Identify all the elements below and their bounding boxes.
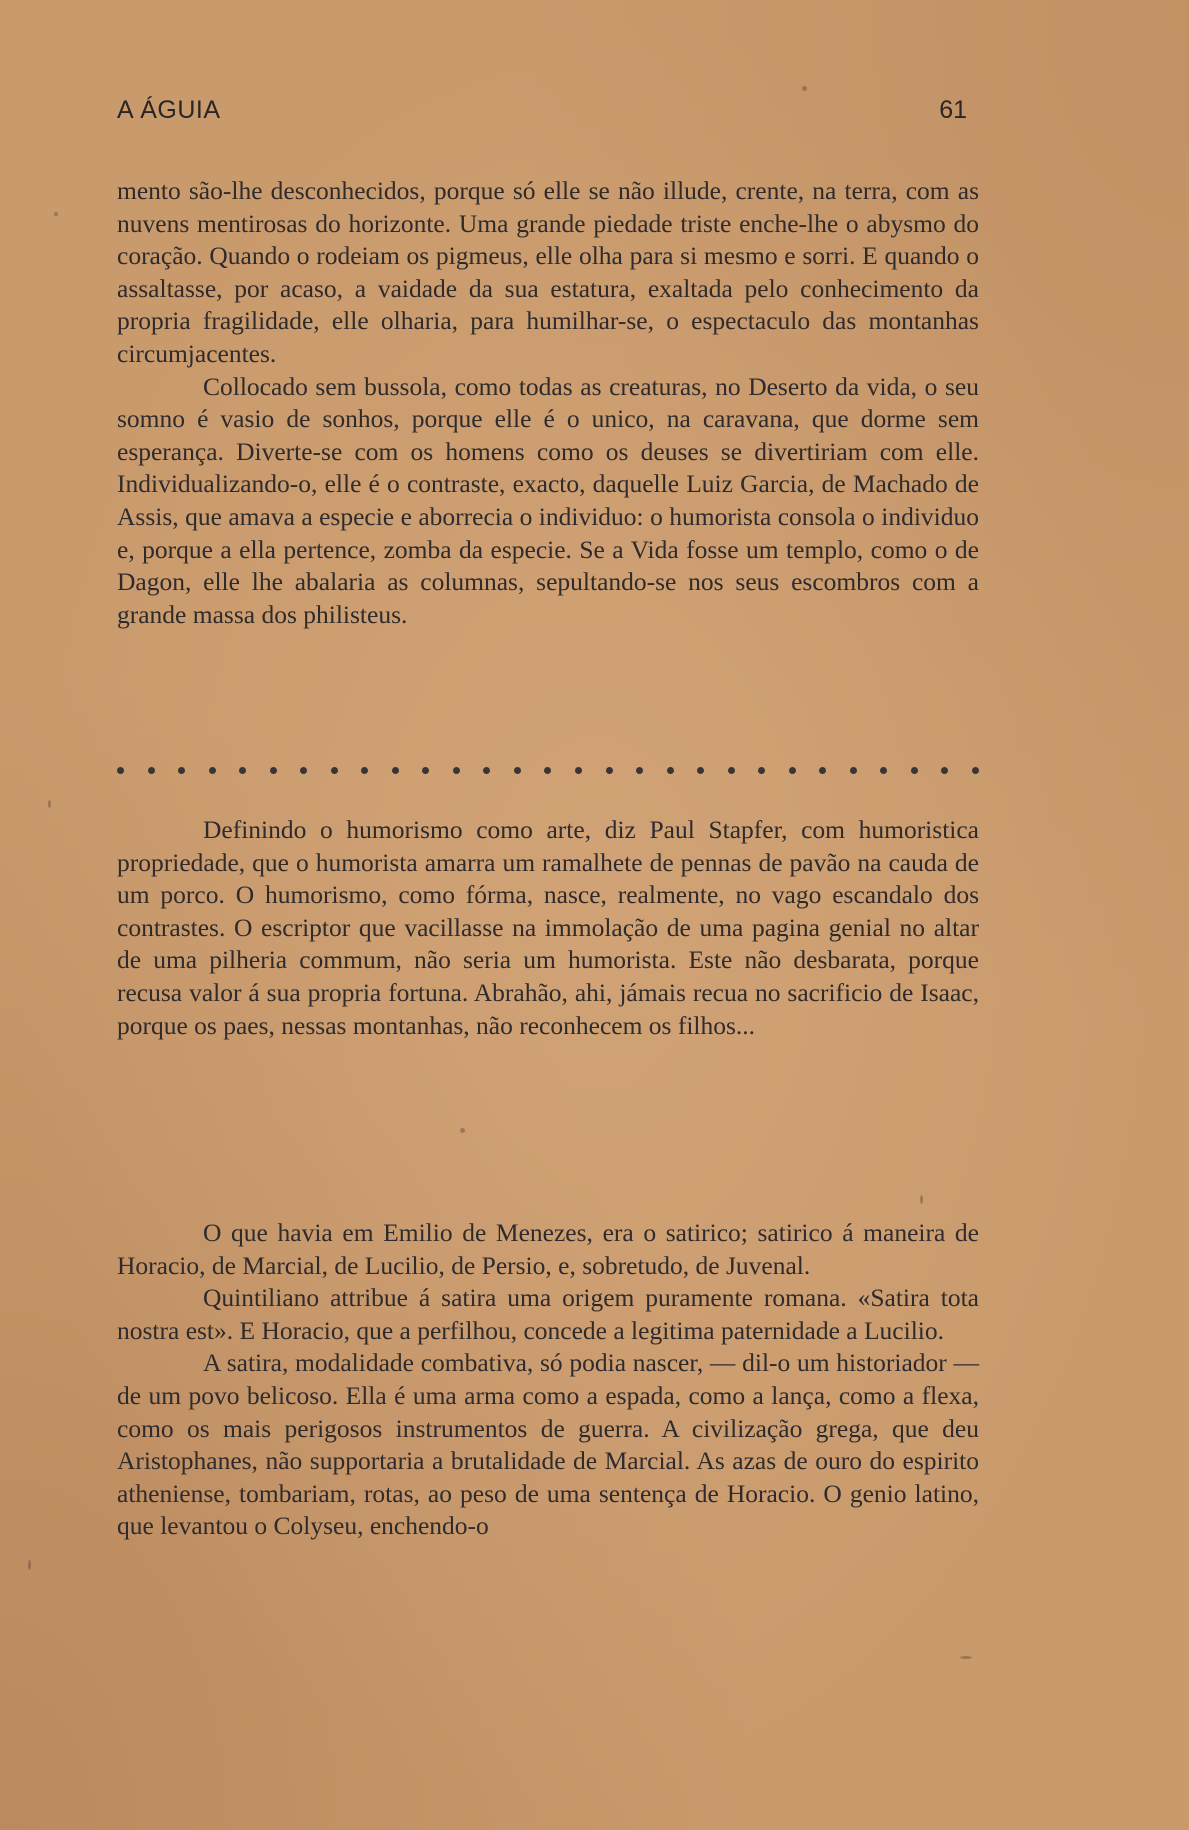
separator-dot [300,767,307,774]
separator-dot [453,767,460,774]
text-section-2 [117,814,979,1042]
separator-dot [697,767,704,774]
paper-speck [960,1656,972,1659]
paragraph: Definindo o humorismo como arte, diz Paul Stapfer, com humoristica propriedade, que o humorista amarra um ramalhete de pennas de pavão na cauda de um porco. O humorismo, como fórma, nasce, realmente, no vago escandalo dos contrastes. O escriptor que vacillasse na immolação de uma pagina genial no altar de uma pilheria commum, não seria um humorista. Este não desbarata, porque recusa valor á sua propria fortuna. Abrahão, ahi, jámais recua no sacrificio de Isaac, porque os paes, nessas montanhas, não reconhecem os filhos... [117,815,979,1040]
separator-dot [178,767,185,774]
separator-dot [636,767,643,774]
separator-dot [789,767,796,774]
paragraph: A satira, modalidade combativa, só podia nascer, — dil-o um historiador — de um povo belicoso. Ella é uma arma como a espada, como a lança, como a flexa, como os mais perigosos instrumentos de guerra. A civilização grega, que deu Aristophanes, não supportaria a brutalidade de Marcial. As azas de ouro do espirito atheniense, tombariam, rotas, ao peso de uma sentença de Horacio. O genio latino, que levantou o Colyseu, enchendo-o [117,1348,979,1541]
separator-dot [483,767,490,774]
separator-dot [270,767,277,774]
separator-dot [361,767,368,774]
paper-speck [54,212,58,216]
separator-dot [331,767,338,774]
separator-dot [422,767,429,774]
paper-speck [48,800,51,808]
separator-dot [972,767,979,774]
separator-dot [758,767,765,774]
section-separator-dots [117,760,979,780]
separator-dot [819,767,826,774]
separator-dot [880,767,887,774]
separator-dot [728,767,735,774]
paragraph: O que havia em Emilio de Menezes, era o satirico; satirico á maneira de Horacio, de Marcial, de Lucilio, de Persio, e, sobretudo, de Juvenal. [117,1218,979,1280]
paper-speck [802,86,807,91]
separator-dot [911,767,918,774]
paragraph: mento são-lhe desconhecidos, porque só elle se não illude, crente, na terra, com as nuvens mentirosas do horizonte. Uma grande piedade triste enche-lhe o abysmo do coração. Quando o rodeiam os pigmeus, elle olha para si mesmo e sorri. E quando o assaltasse, por acaso, a vaidade da sua estatura, exaltada pelo conhecimento da propria fragilidade, elle olharia, para humilhar-se, o espectaculo das montanhas circumjacentes. [117,176,979,368]
text-section-1 [117,175,979,631]
paper-speck [28,1560,31,1570]
separator-dot [148,767,155,774]
paper-speck [920,1195,923,1204]
running-title: A ÁGUIA [117,96,221,124]
separator-dot [392,767,399,774]
separator-dot [667,767,674,774]
running-head [117,96,967,130]
separator-dot [514,767,521,774]
separator-dot [544,767,551,774]
paper-speck [460,1128,465,1133]
paragraph: Collocado sem bussola, como todas as creaturas, no Deserto da vida, o seu somno é vasio de sonhos, porque elle é o unico, na caravana, que dorme sem esperança. Diverte-se com os homens como os deuses se divertiriam com elle. Individualizando-o, elle é o contraste, exacto, daquelle Luiz Garcia, de Machado de Assis, que amava a especie e aborrecia o individuo: o humorista consola o individuo e, porque a ella pertence, zomba da especie. Se a Vida fosse um templo, como o de Dagon, elle lhe abalaria as columnas, sepultando-se nos seus escombros com a grande massa dos philisteus. [117,371,979,629]
separator-dot [117,767,124,774]
separator-dot [209,767,216,774]
separator-dot [239,767,246,774]
paragraph: Quintiliano attribue á satira uma origem puramente romana. «Satira tota nostra est». E Horacio, que a perfilhou, concede a legitima paternidade a Lucilio. [117,1283,979,1345]
page-number: 61 [939,96,967,124]
separator-dot [606,767,613,774]
separator-dot [941,767,948,774]
separator-dot [575,767,582,774]
separator-dot [850,767,857,774]
text-section-3 [117,1217,979,1543]
